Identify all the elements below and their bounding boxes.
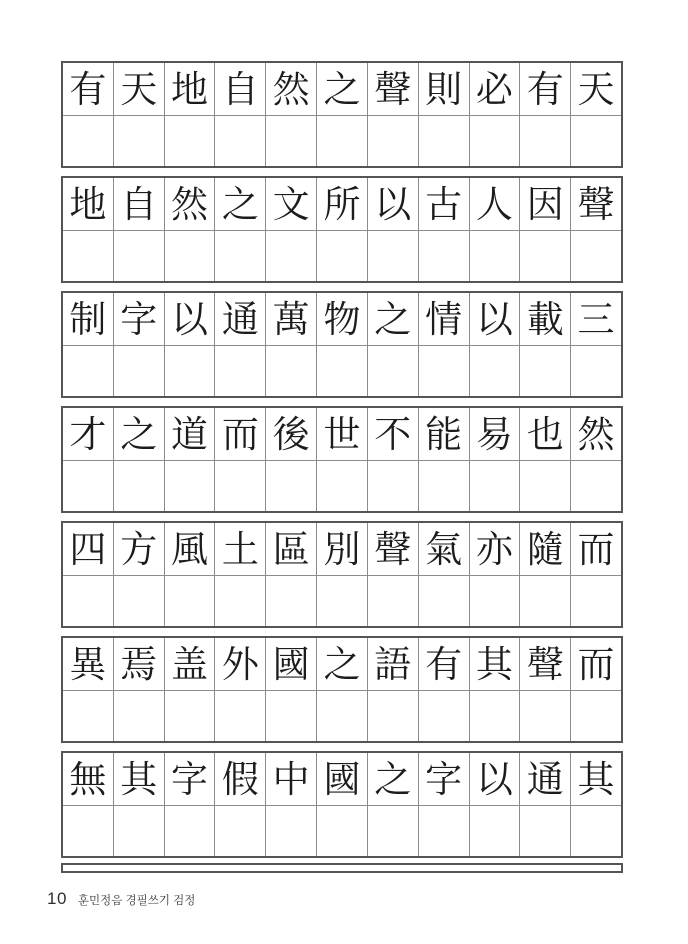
practice-cell — [165, 806, 216, 856]
character-cell: 易 — [470, 408, 521, 460]
character-cell: 天 — [577, 67, 615, 111]
character-cell: 之 — [317, 638, 368, 690]
practice-cell — [63, 346, 114, 396]
character-cell: 焉 — [114, 638, 165, 690]
practice-cell — [165, 461, 216, 511]
character-cell: 其 — [114, 753, 165, 805]
practice-cell — [520, 461, 571, 511]
practice-cell — [317, 691, 368, 741]
practice-cell — [368, 116, 419, 166]
character-cell: 外 — [215, 638, 266, 690]
practice-cell — [63, 576, 114, 626]
character-cell: 通 — [520, 753, 571, 805]
practice-cell — [215, 806, 266, 856]
practice-cell — [470, 461, 521, 511]
practice-cell — [266, 576, 317, 626]
character-cell: 其 — [470, 638, 521, 690]
practice-cell — [63, 691, 114, 741]
character-cell: 地 — [165, 63, 216, 115]
practice-cell — [215, 116, 266, 166]
practice-block — [61, 636, 623, 743]
character-cell: 聲 — [520, 638, 571, 690]
character-cell: 無 — [63, 753, 114, 805]
practice-cell — [419, 116, 470, 166]
practice-cell — [114, 231, 165, 281]
character-cell: 然 — [266, 63, 317, 115]
practice-cell — [63, 461, 114, 511]
character-cell: 字 — [165, 753, 216, 805]
practice-cell — [368, 346, 419, 396]
character-cell: 氣 — [419, 523, 470, 575]
practice-row — [63, 691, 621, 741]
practice-cell — [571, 346, 621, 396]
character-cell: 必 — [470, 63, 521, 115]
character-row — [63, 293, 621, 346]
character-cell: 制 — [63, 293, 114, 345]
character-cell: 之 — [368, 753, 419, 805]
practice-cell — [470, 116, 521, 166]
practice-cell — [368, 691, 419, 741]
character-cell: 風 — [165, 523, 216, 575]
character-cell: 亦 — [470, 523, 521, 575]
character-cell: 人 — [470, 178, 521, 230]
character-cell: 後 — [266, 408, 317, 460]
practice-cell — [470, 231, 521, 281]
practice-cell — [571, 691, 621, 741]
character-cell: 自 — [215, 63, 266, 115]
character-cell: 通 — [215, 293, 266, 345]
practice-row — [63, 346, 621, 396]
practice-cell — [368, 231, 419, 281]
practice-cell — [419, 346, 470, 396]
character-cell: 而 — [215, 408, 266, 460]
practice-row — [63, 116, 621, 166]
character-row — [63, 523, 621, 576]
practice-cell — [520, 116, 571, 166]
character-cell: 世 — [317, 408, 368, 460]
practice-block — [61, 521, 623, 628]
character-cell: 四 — [63, 523, 114, 575]
character-cell: 隨 — [520, 523, 571, 575]
practice-cell — [419, 231, 470, 281]
practice-cell — [317, 576, 368, 626]
practice-cell — [114, 346, 165, 396]
practice-cell — [470, 806, 521, 856]
character-cell: 然 — [165, 178, 216, 230]
character-cell: 異 — [63, 638, 114, 690]
practice-cell — [266, 116, 317, 166]
practice-cell — [215, 346, 266, 396]
character-cell: 假 — [215, 753, 266, 805]
character-cell: 以 — [470, 753, 521, 805]
practice-cell — [63, 231, 114, 281]
practice-cell — [165, 691, 216, 741]
character-cell: 之 — [368, 293, 419, 345]
footer-title: 훈민정음 경필쓰기 검정 — [77, 895, 196, 907]
practice-cell — [368, 461, 419, 511]
practice-cell — [317, 346, 368, 396]
practice-cell — [266, 461, 317, 511]
character-cell: 盖 — [165, 638, 216, 690]
practice-cell — [571, 116, 621, 166]
page-footer — [47, 889, 195, 909]
character-row — [63, 63, 621, 116]
practice-cell — [368, 576, 419, 626]
character-cell: 能 — [419, 408, 470, 460]
character-cell: 之 — [114, 408, 165, 460]
character-cell: 而 — [577, 527, 615, 571]
character-cell: 字 — [419, 753, 470, 805]
practice-cell — [114, 691, 165, 741]
practice-cell — [520, 576, 571, 626]
character-cell: 因 — [520, 178, 571, 230]
character-cell: 也 — [520, 408, 571, 460]
practice-cell — [520, 691, 571, 741]
practice-cell — [114, 806, 165, 856]
practice-cell — [165, 231, 216, 281]
practice-block — [61, 291, 623, 398]
character-row — [63, 638, 621, 691]
character-cell: 之 — [215, 178, 266, 230]
practice-cell — [520, 346, 571, 396]
character-cell: 語 — [368, 638, 419, 690]
practice-cell — [63, 806, 114, 856]
practice-row — [63, 461, 621, 511]
practice-cell — [266, 346, 317, 396]
character-row — [63, 178, 621, 231]
character-cell: 聲 — [368, 523, 419, 575]
practice-cell — [419, 806, 470, 856]
practice-cell — [571, 231, 621, 281]
practice-grid — [61, 61, 623, 873]
character-cell: 聲 — [577, 182, 615, 226]
practice-cell — [215, 231, 266, 281]
character-cell: 所 — [317, 178, 368, 230]
practice-row — [63, 576, 621, 626]
character-cell: 不 — [368, 408, 419, 460]
character-cell: 國 — [317, 753, 368, 805]
practice-block — [61, 406, 623, 513]
character-cell: 國 — [266, 638, 317, 690]
character-cell: 以 — [368, 178, 419, 230]
practice-cell — [571, 576, 621, 626]
character-cell: 文 — [266, 178, 317, 230]
character-cell: 萬 — [266, 293, 317, 345]
character-row — [63, 408, 621, 461]
practice-cell — [571, 461, 621, 511]
character-cell: 之 — [317, 63, 368, 115]
practice-cell — [317, 116, 368, 166]
practice-block — [61, 176, 623, 283]
character-cell: 字 — [114, 293, 165, 345]
practice-row — [63, 231, 621, 281]
character-cell: 地 — [63, 178, 114, 230]
practice-cell — [165, 346, 216, 396]
practice-cell — [114, 461, 165, 511]
character-cell: 而 — [577, 642, 615, 686]
character-cell: 三 — [577, 297, 615, 341]
character-cell: 以 — [470, 293, 521, 345]
practice-block — [61, 751, 623, 858]
character-cell: 有 — [63, 63, 114, 115]
practice-cell — [470, 346, 521, 396]
practice-cell — [571, 806, 621, 856]
character-cell: 有 — [520, 63, 571, 115]
character-row — [63, 753, 621, 806]
practice-cell — [317, 806, 368, 856]
practice-cell — [114, 116, 165, 166]
page-number: 10 — [47, 889, 67, 908]
character-cell: 天 — [114, 63, 165, 115]
practice-cell — [419, 576, 470, 626]
character-cell: 物 — [317, 293, 368, 345]
character-cell: 區 — [266, 523, 317, 575]
practice-cell — [266, 231, 317, 281]
character-cell: 才 — [63, 408, 114, 460]
character-cell: 載 — [520, 293, 571, 345]
character-cell: 古 — [419, 178, 470, 230]
practice-cell — [63, 116, 114, 166]
practice-cell — [419, 461, 470, 511]
practice-cell — [520, 806, 571, 856]
practice-cell — [215, 461, 266, 511]
practice-cell — [114, 576, 165, 626]
character-cell: 道 — [165, 408, 216, 460]
character-cell: 方 — [114, 523, 165, 575]
practice-cell — [215, 691, 266, 741]
practice-cell — [215, 576, 266, 626]
character-cell: 然 — [577, 412, 615, 456]
character-cell: 別 — [317, 523, 368, 575]
practice-cell — [470, 576, 521, 626]
practice-cell — [165, 576, 216, 626]
practice-cell — [317, 461, 368, 511]
character-cell: 自 — [114, 178, 165, 230]
character-cell: 土 — [215, 523, 266, 575]
practice-cell — [470, 691, 521, 741]
practice-row — [63, 806, 621, 856]
practice-cell — [520, 231, 571, 281]
practice-block — [61, 61, 623, 168]
character-cell: 則 — [419, 63, 470, 115]
character-cell: 中 — [266, 753, 317, 805]
grid-end-bar — [61, 863, 623, 873]
practice-cell — [266, 691, 317, 741]
practice-cell — [368, 806, 419, 856]
practice-cell — [266, 806, 317, 856]
character-cell: 聲 — [368, 63, 419, 115]
character-cell: 情 — [419, 293, 470, 345]
practice-cell — [317, 231, 368, 281]
character-cell: 有 — [419, 638, 470, 690]
character-cell: 以 — [165, 293, 216, 345]
character-cell: 其 — [577, 757, 615, 801]
practice-cell — [165, 116, 216, 166]
practice-cell — [419, 691, 470, 741]
